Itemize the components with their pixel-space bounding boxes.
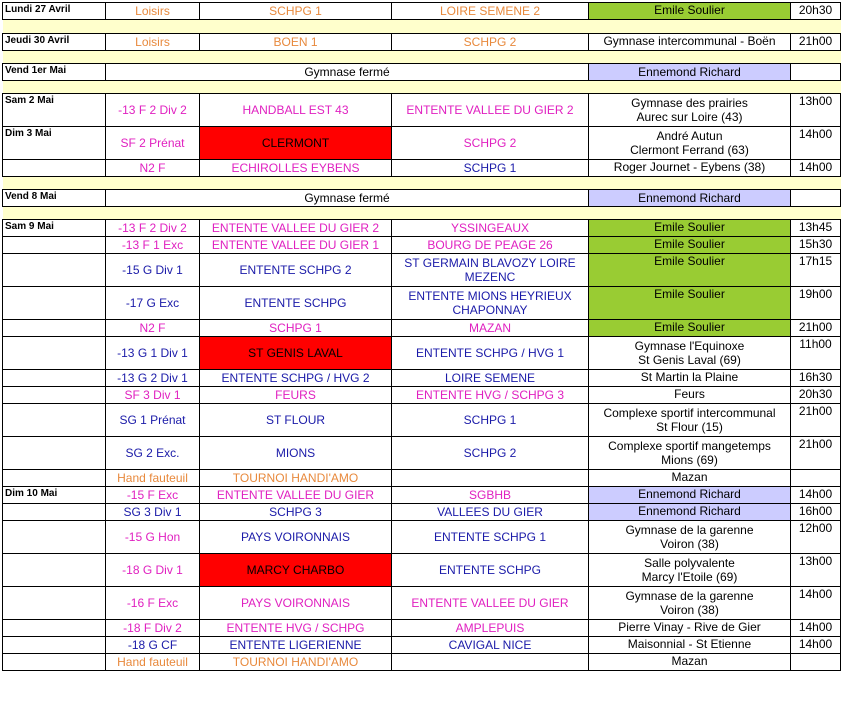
venue-line: Complexe sportif mangetemps — [608, 439, 771, 453]
venue-line: Voiron (38) — [660, 537, 719, 551]
venue-line: Gymnase l'Equinoxe — [634, 339, 745, 353]
day-cell: Dim 10 Mai — [3, 487, 106, 504]
category-cell: -18 F Div 2 — [106, 620, 200, 637]
category-cell: SG 2 Exc. — [106, 437, 200, 470]
home-team-cell: ENTENTE VALLEE DU GIER 1 — [200, 237, 392, 254]
category-cell: -15 G Hon — [106, 521, 200, 554]
match-row — [3, 237, 841, 254]
match-row — [3, 160, 841, 177]
venue-cell — [589, 620, 791, 637]
venue-line: Complexe sportif intercommunal — [603, 406, 776, 420]
separator-cell — [3, 20, 841, 34]
away-team-cell: ENTENTE HVG / SCHPG 3 — [392, 387, 589, 404]
away-team-cell — [392, 470, 589, 487]
match-row — [3, 34, 841, 51]
away-team-cell: SCHPG 2 — [392, 34, 589, 51]
match-row — [3, 94, 841, 127]
home-team-cell: ENTENTE VALLEE DU GIER 2 — [200, 220, 392, 237]
away-team-cell: SCHPG 1 — [392, 160, 589, 177]
time-cell: 21h00 — [791, 34, 841, 51]
away-team-cell: CAVIGAL NICE — [392, 637, 589, 654]
home-team-cell: CLERMONT — [200, 127, 392, 160]
home-team-cell: PAYS VOIRONNAIS — [200, 521, 392, 554]
home-team-cell: ECHIROLLES EYBENS — [200, 160, 392, 177]
category-cell: -13 F 2 Div 2 — [106, 220, 200, 237]
venue-cell — [589, 3, 791, 20]
time-cell: 15h30 — [791, 237, 841, 254]
separator-cell — [3, 207, 841, 220]
home-team-cell: TOURNOI HANDI'AMO — [200, 470, 392, 487]
match-row — [3, 387, 841, 404]
day-cell — [3, 587, 106, 620]
venue-line: André Autun — [656, 129, 723, 143]
day-cell — [3, 554, 106, 587]
closure-note: Gymnase fermé — [106, 64, 589, 81]
match-row — [3, 620, 841, 637]
home-team-cell: ENTENTE SCHPG / HVG 2 — [200, 370, 392, 387]
venue-cell — [589, 487, 791, 504]
home-team-cell: HANDBALL EST 43 — [200, 94, 392, 127]
schedule-table — [2, 2, 841, 671]
closed-day-row — [3, 64, 841, 81]
venue-cell — [589, 404, 791, 437]
time-cell: 21h00 — [791, 320, 841, 337]
category-cell: -13 G 2 Div 1 — [106, 370, 200, 387]
venue-cell — [589, 654, 791, 671]
home-team-cell: PAYS VOIRONNAIS — [200, 587, 392, 620]
category-cell: SF 3 Div 1 — [106, 387, 200, 404]
venue-line: Feurs — [674, 387, 705, 401]
venue-line: Emile Soulier — [654, 320, 725, 334]
match-row — [3, 3, 841, 20]
separator-row — [3, 207, 841, 220]
venue-cell — [589, 387, 791, 404]
venue-line: Mions (69) — [661, 453, 718, 467]
category-cell: Hand fauteuil — [106, 654, 200, 671]
match-row — [3, 220, 841, 237]
away-team-cell: ENTENTE SCHPG — [392, 554, 589, 587]
venue-line: Emile Soulier — [654, 287, 725, 301]
venue-cell — [589, 34, 791, 51]
home-team-cell: TOURNOI HANDI'AMO — [200, 654, 392, 671]
venue-cell — [589, 637, 791, 654]
day-cell: Vend 1er Mai — [3, 64, 106, 81]
venue-line: Mazan — [671, 654, 708, 668]
away-team-cell: MAZAN — [392, 320, 589, 337]
day-cell: Dim 3 Mai — [3, 127, 106, 160]
match-row — [3, 554, 841, 587]
venue-cell — [589, 337, 791, 370]
category-cell: SG 3 Div 1 — [106, 504, 200, 521]
day-cell — [3, 437, 106, 470]
home-team-cell: SCHPG 1 — [200, 3, 392, 20]
time-cell — [791, 64, 841, 81]
category-cell: N2 F — [106, 160, 200, 177]
home-team-cell: SCHPG 1 — [200, 320, 392, 337]
venue-line: Mazan — [671, 470, 708, 484]
venue-line: Ennemond Richard — [638, 65, 741, 79]
match-row — [3, 370, 841, 387]
time-cell: 21h00 — [791, 404, 841, 437]
category-cell: -15 G Div 1 — [106, 254, 200, 287]
home-team-cell: ENTENTE LIGERIENNE — [200, 637, 392, 654]
match-row — [3, 337, 841, 370]
venue-line: St Martin la Plaine — [640, 370, 739, 384]
away-team-cell: VALLEES DU GIER — [392, 504, 589, 521]
category-cell: -18 G CF — [106, 637, 200, 654]
time-cell: 16h00 — [791, 504, 841, 521]
venue-cell — [589, 190, 791, 207]
away-team-cell: ENTENTE VALLEE DU GIER — [392, 587, 589, 620]
time-cell: 19h00 — [791, 287, 841, 320]
away-team-cell: YSSINGEAUX — [392, 220, 589, 237]
home-team-cell: ST FLOUR — [200, 404, 392, 437]
venue-cell — [589, 320, 791, 337]
match-row — [3, 254, 841, 287]
category-cell: SG 1 Prénat — [106, 404, 200, 437]
time-cell — [791, 654, 841, 671]
time-cell: 21h00 — [791, 437, 841, 470]
away-team-cell — [392, 654, 589, 671]
venue-cell — [589, 470, 791, 487]
match-row — [3, 521, 841, 554]
away-team-cell: SGBHB — [392, 487, 589, 504]
day-cell — [3, 654, 106, 671]
category-cell: -16 F Exc — [106, 587, 200, 620]
separator-row — [3, 81, 841, 94]
venue-line: Gymnase des prairies — [631, 96, 748, 110]
venue-cell — [589, 437, 791, 470]
venue-cell — [589, 220, 791, 237]
venue-line: Emile Soulier — [654, 3, 725, 17]
away-team-cell: ENTENTE SCHPG / HVG 1 — [392, 337, 589, 370]
home-team-cell: SCHPG 3 — [200, 504, 392, 521]
day-cell: Sam 9 Mai — [3, 220, 106, 237]
home-team-cell: ENTENTE VALLEE DU GIER — [200, 487, 392, 504]
match-row — [3, 504, 841, 521]
category-cell: Hand fauteuil — [106, 470, 200, 487]
category-cell: -18 G Div 1 — [106, 554, 200, 587]
venue-line: Salle polyvalente — [644, 556, 735, 570]
category-cell: Loisirs — [106, 3, 200, 20]
time-cell: 14h00 — [791, 487, 841, 504]
venue-cell — [589, 254, 791, 287]
match-row — [3, 287, 841, 320]
time-cell — [791, 470, 841, 487]
separator-row — [3, 177, 841, 190]
time-cell: 14h00 — [791, 620, 841, 637]
category-cell: -13 F 2 Div 2 — [106, 94, 200, 127]
time-cell: 11h00 — [791, 337, 841, 370]
category-cell: -13 G 1 Div 1 — [106, 337, 200, 370]
time-cell: 20h30 — [791, 387, 841, 404]
venue-line: St Genis Laval (69) — [638, 353, 741, 367]
away-team-cell: AMPLEPUIS — [392, 620, 589, 637]
day-cell — [3, 620, 106, 637]
venue-line: Marcy l'Etoile (69) — [641, 570, 738, 584]
category-cell: SF 2 Prénat — [106, 127, 200, 160]
category-cell: N2 F — [106, 320, 200, 337]
home-team-cell: ENTENTE SCHPG 2 — [200, 254, 392, 287]
time-cell: 20h30 — [791, 3, 841, 20]
venue-line: Pierre Vinay - Rive de Gier — [618, 620, 761, 634]
day-cell: Sam 2 Mai — [3, 94, 106, 127]
time-cell — [791, 190, 841, 207]
venue-line: Maisonnial - St Etienne — [627, 637, 752, 651]
away-team-cell: ST GERMAIN BLAVOZY LOIRE MEZENC — [392, 254, 589, 287]
match-row — [3, 320, 841, 337]
day-cell — [3, 337, 106, 370]
day-cell — [3, 521, 106, 554]
match-row — [3, 127, 841, 160]
category-cell: -15 F Exc — [106, 487, 200, 504]
day-cell — [3, 237, 106, 254]
away-team-cell: SCHPG 2 — [392, 437, 589, 470]
day-cell — [3, 370, 106, 387]
match-row — [3, 654, 841, 671]
day-cell: Jeudi 30 Avril — [3, 34, 106, 51]
away-team-cell: SCHPG 2 — [392, 127, 589, 160]
day-cell — [3, 287, 106, 320]
venue-line: Emile Soulier — [654, 254, 725, 268]
home-team-cell: MARCY CHARBO — [200, 554, 392, 587]
schedule-body — [3, 3, 841, 671]
day-cell: Lundi 27 Avril — [3, 3, 106, 20]
time-cell: 16h30 — [791, 370, 841, 387]
venue-line: Gymnase intercommunal - Boën — [603, 34, 776, 48]
time-cell: 12h00 — [791, 521, 841, 554]
away-team-cell: SCHPG 1 — [392, 404, 589, 437]
venue-line: Ennemond Richard — [638, 504, 741, 518]
venue-cell — [589, 370, 791, 387]
category-cell: -17 G Exc — [106, 287, 200, 320]
day-cell — [3, 637, 106, 654]
separator-cell — [3, 177, 841, 190]
day-cell — [3, 470, 106, 487]
venue-cell — [589, 94, 791, 127]
venue-line: Voiron (38) — [660, 603, 719, 617]
category-cell: -13 F 1 Exc — [106, 237, 200, 254]
venue-cell — [589, 160, 791, 177]
time-cell: 13h00 — [791, 94, 841, 127]
venue-line: Clermont Ferrand (63) — [630, 143, 749, 157]
venue-line: Gymnase de la garenne — [625, 523, 754, 537]
time-cell: 13h45 — [791, 220, 841, 237]
separator-row — [3, 51, 841, 64]
separator-cell — [3, 51, 841, 64]
home-team-cell: ENTENTE HVG / SCHPG — [200, 620, 392, 637]
match-row — [3, 470, 841, 487]
venue-cell — [589, 554, 791, 587]
time-cell: 17h15 — [791, 254, 841, 287]
category-cell: Loisirs — [106, 34, 200, 51]
day-cell — [3, 404, 106, 437]
venue-line: Emile Soulier — [654, 220, 725, 234]
match-row — [3, 404, 841, 437]
away-team-cell: LOIRE SEMENE — [392, 370, 589, 387]
day-cell — [3, 504, 106, 521]
venue-line: Aurec sur Loire (43) — [636, 110, 743, 124]
time-cell: 14h00 — [791, 637, 841, 654]
time-cell: 13h00 — [791, 554, 841, 587]
venue-cell — [589, 127, 791, 160]
match-row — [3, 437, 841, 470]
home-team-cell: ENTENTE SCHPG — [200, 287, 392, 320]
venue-cell — [589, 504, 791, 521]
day-cell — [3, 160, 106, 177]
time-cell: 14h00 — [791, 127, 841, 160]
venue-line: Ennemond Richard — [638, 191, 741, 205]
venue-cell — [589, 521, 791, 554]
match-row — [3, 587, 841, 620]
closure-note: Gymnase fermé — [106, 190, 589, 207]
home-team-cell: MIONS — [200, 437, 392, 470]
away-team-cell: ENTENTE MIONS HEYRIEUX CHAPONNAY — [392, 287, 589, 320]
home-team-cell: BOEN 1 — [200, 34, 392, 51]
venue-cell — [589, 587, 791, 620]
venue-line: Gymnase de la garenne — [625, 589, 754, 603]
away-team-cell: ENTENTE VALLEE DU GIER 2 — [392, 94, 589, 127]
separator-row — [3, 20, 841, 34]
venue-cell — [589, 64, 791, 81]
venue-cell — [589, 237, 791, 254]
venue-cell — [589, 287, 791, 320]
time-cell: 14h00 — [791, 587, 841, 620]
time-cell: 14h00 — [791, 160, 841, 177]
day-cell: Vend 8 Mai — [3, 190, 106, 207]
closed-day-row — [3, 190, 841, 207]
home-team-cell: ST GENIS LAVAL — [200, 337, 392, 370]
home-team-cell: FEURS — [200, 387, 392, 404]
venue-line: Emile Soulier — [654, 237, 725, 251]
match-row — [3, 637, 841, 654]
day-cell — [3, 320, 106, 337]
day-cell — [3, 387, 106, 404]
day-cell — [3, 254, 106, 287]
separator-cell — [3, 81, 841, 94]
away-team-cell: BOURG DE PEAGE 26 — [392, 237, 589, 254]
venue-line: St Flour (15) — [656, 420, 723, 434]
venue-line: Ennemond Richard — [638, 487, 741, 501]
away-team-cell: LOIRE SEMENE 2 — [392, 3, 589, 20]
match-row — [3, 487, 841, 504]
venue-line: Roger Journet - Eybens (38) — [613, 160, 766, 174]
away-team-cell: ENTENTE SCHPG 1 — [392, 521, 589, 554]
